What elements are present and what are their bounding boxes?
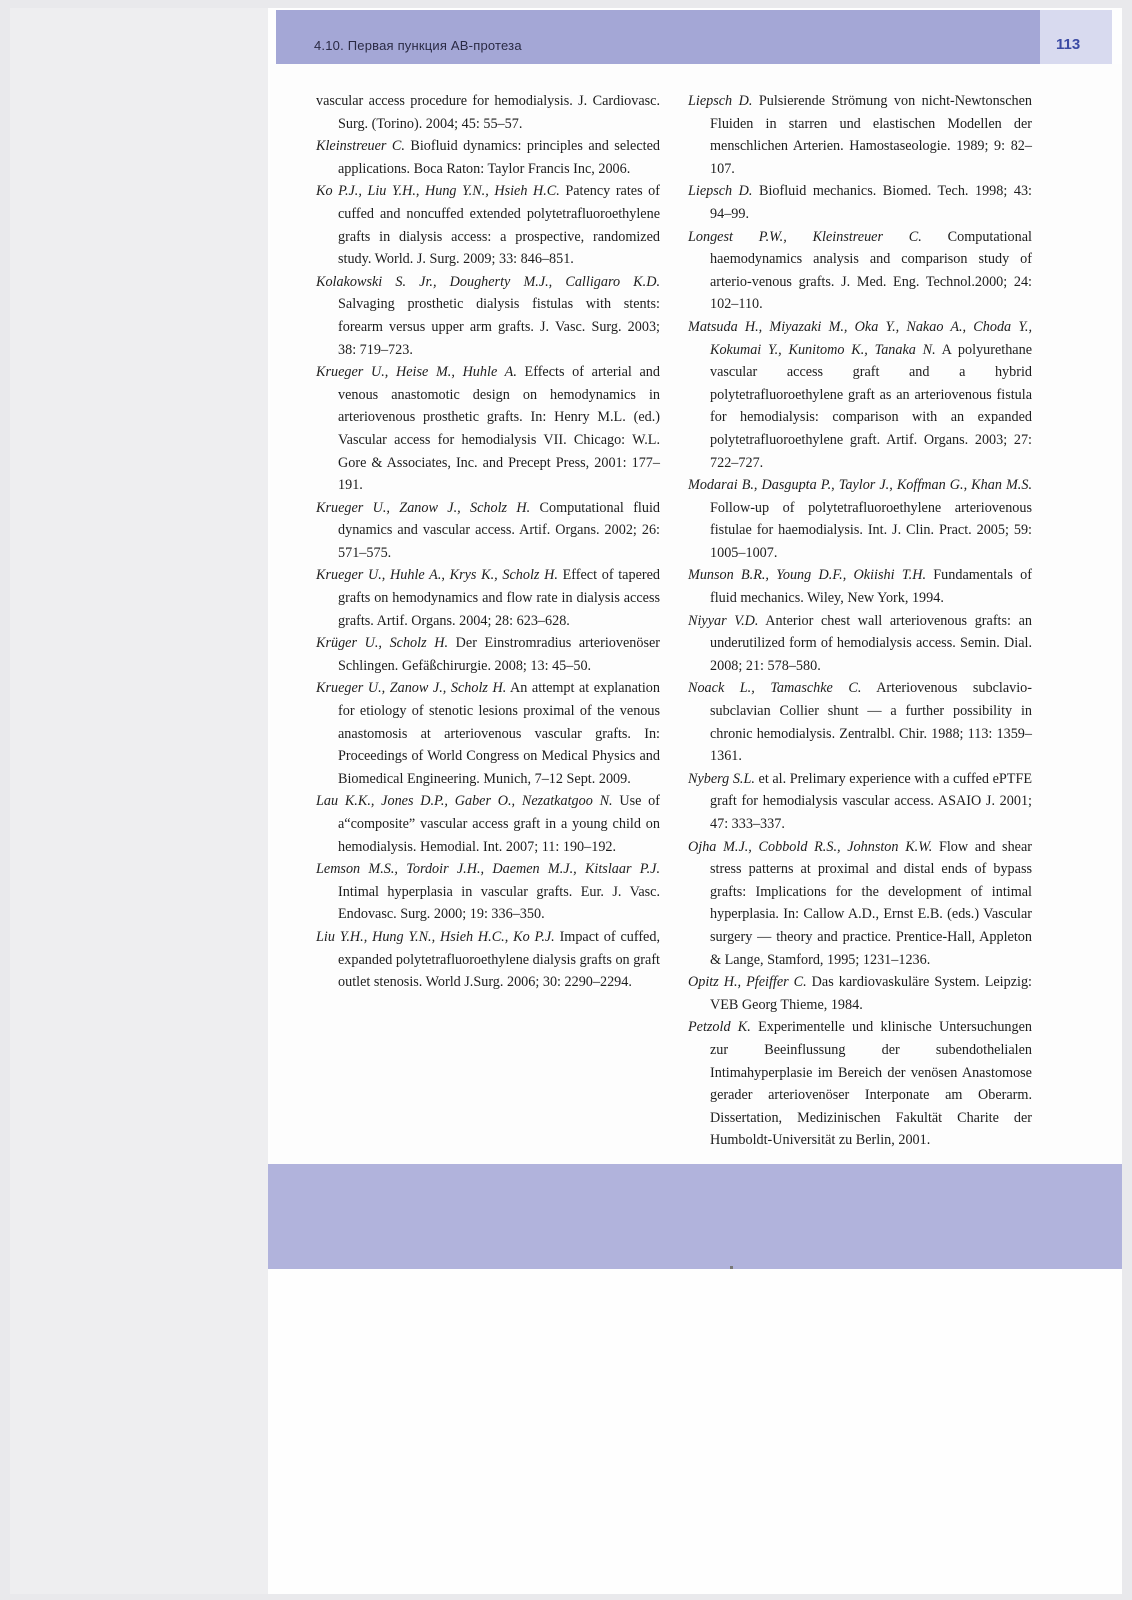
reference-authors: Niyyar V.D.: [688, 612, 759, 629]
reference-authors: Kleinstreuer C.: [316, 138, 405, 155]
content-area: [270, 64, 1122, 1164]
page-number: 113: [1056, 36, 1081, 53]
reference-text: Biofluid mechanics. Biomed. Tech. 1998; 43: 94–99.: [710, 183, 1032, 222]
reference-text: Flow and shear stress patterns at proximal and distal ends of bypass grafts: Implications for the development of intimal hyperplasia. In: Callow A.D., Ernst E.B. (eds.) Vascular surgery — theory and practice. Prentice-Hall, Appleton & Lange, Stamford, 1995; 1231–1236.: [710, 838, 1032, 968]
reference-entry: [316, 90, 660, 135]
reference-authors: Lemson M.S., Tordoir J.H., Daemen M.J., Kitslaar P.J.: [316, 861, 660, 878]
reference-authors: Petzold K.: [688, 1019, 751, 1036]
reference-entry: [316, 361, 660, 497]
reference-text: Arteriovenous subclavio-subclavian Collier shunt — a further possibility in chronic hemodialysis. Zentralbl. Chir. 1988; 113: 1359–1361.: [710, 680, 1032, 765]
reference-text: Computational haemodynamics analysis and comparison study of arterio-venous grafts. J. Med. Eng. Technol.2000; 24: 102–110.: [710, 228, 1032, 313]
reference-entry: [316, 271, 660, 361]
references-right-column: [688, 90, 1032, 1152]
reference-authors: Ko P.J., Liu Y.H., Hung Y.N., Hsieh H.C.: [316, 183, 560, 200]
reference-text: Computational fluid dynamics and vascular access. Artif. Organs. 2002; 26: 571–575.: [338, 499, 660, 561]
reference-entry: [688, 564, 1032, 609]
reference-entry: [316, 790, 660, 858]
reference-authors: Liu Y.H., Hung Y.N., Hsieh H.C., Ko P.J.: [316, 928, 555, 945]
reference-authors: Matsuda H., Miyazaki M., Oka Y., Nakao A., Choda Y., Kokumai Y., Kunitomo K., Tanaka N.: [688, 318, 1032, 358]
reference-entry: [688, 768, 1032, 836]
reference-entry: [688, 226, 1032, 316]
reference-authors: Nyberg S.L.: [688, 770, 755, 787]
reference-entry: [688, 180, 1032, 225]
reference-text: Intimal hyperplasia in vascular grafts. Eur. J. Vasc. Endovasc. Surg. 2000; 19: 336–350.: [338, 883, 660, 923]
reference-authors: Liepsch D.: [688, 93, 753, 109]
reference-text: Experimentelle und klinische Untersuchungen zur Beeinflussung der subendothelialen Intimahyperplasie im Bereich der venösen Anastomose gerader arteriovenöser Interponate am Oberarm. Dissertation, Medizinischen Fakultät Charite der Humboldt-Universität zu Berlin, 2001.: [710, 1019, 1032, 1149]
reference-authors: Ojha M.J., Cobbold R.S., Johnston K.W.: [688, 838, 933, 855]
reference-authors: Lau K.K., Jones D.P., Gaber O., Nezatkatgoo N.: [316, 793, 613, 810]
reference-entry: [688, 610, 1032, 678]
left-margin: [10, 8, 268, 1594]
reference-text: et al. Prelimary experience with a cuffed ePTFE graft for hemodialysis vascular access. ASAIO J. 2001; 47: 333–337.: [710, 770, 1032, 832]
references-left-column: [316, 90, 660, 994]
reference-text: Salvaging prosthetic dialysis fistulas with stents: forearm versus upper arm grafts. J. Vasc. Surg. 2003; 38: 719–723.: [338, 296, 660, 358]
reference-entry: [316, 497, 660, 565]
reference-text: Patency rates of cuffed and noncuffed extended polytetrafluoroethylene grafts in dialysis access: a prospective, randomized study. World. J. Surg. 2009; 33: 846–851.: [338, 183, 660, 268]
reference-entry: [316, 858, 660, 926]
reference-text: Biofluid dynamics: principles and selected applications. Boca Raton: Taylor Francis Inc, 2006.: [338, 138, 660, 177]
reference-entry: [316, 180, 660, 270]
reference-text: Anterior chest wall arteriovenous grafts: an underutilized form of hemodialysis access. Semin. Dial. 2008; 21: 578–580.: [710, 612, 1032, 674]
reference-authors: Krüger U., Scholz H.: [316, 635, 449, 652]
reference-entry: [688, 474, 1032, 564]
reference-text: Der Einstromradius arteriovenöser Schlingen. Gefäßchirurgie. 2008; 13: 45–50.: [338, 635, 660, 674]
footer-band: [268, 1164, 1122, 1269]
reference-text: Use of a“composite” vascular access graft in a young child on hemodialysis. Hemodial. Int. 2007; 11: 190–192.: [338, 793, 660, 855]
reference-authors: Noack L., Tamaschke C.: [688, 680, 862, 697]
reference-text: Impact of cuffed, expanded polytetrafluoroethylene dialysis grafts on graft outlet stenosis. World J.Surg. 2006; 30: 2290–2294.: [338, 928, 660, 991]
reference-authors: Kolakowski S. Jr., Dougherty M.J., Calligaro K.D.: [316, 273, 660, 290]
reference-authors: Modarai B., Dasgupta P., Taylor J., Koffman G., Khan M.S.: [688, 477, 1032, 494]
reference-text: Das kardiovaskuläre System. Leipzig: VEB Georg Thieme, 1984.: [710, 974, 1032, 1013]
reference-authors: Krueger U., Zanow J., Scholz H.: [316, 499, 531, 516]
reference-entry: [316, 926, 660, 994]
section-title: 4.10. Первая пункция АВ-протеза: [314, 38, 522, 53]
reference-text: Fundamentals of fluid mechanics. Wiley, New York, 1994.: [710, 567, 1033, 607]
reference-entry: [688, 836, 1032, 972]
reference-authors: Liepsch D.: [688, 183, 753, 200]
reference-text: An attempt at explanation for etiology of stenotic lesions proximal of the venous anastomosis at arteriovenous vascular grafts. In: Proceedings of World Congress on Medical Physics and Biomedical Engineering. Munich, 7–12 Sept. 2009.: [338, 680, 660, 787]
reference-authors: Krueger U., Heise M., Huhle A.: [316, 364, 517, 381]
reference-entry: [316, 564, 660, 632]
reference-entry: [688, 1016, 1032, 1152]
reference-text: Pulsierende Strömung von nicht-Newtonschen Fluiden in starren und elastischen Modellen der menschlichen Arterien. Hamostaseologie. 1989; 9: 82–107.: [710, 93, 1032, 177]
reference-text: Effects of arterial and venous anastomotic design on hemodynamics in arteriovenous prosthetic grafts. In: Henry M.L. (ed.) Vascular access for hemodialysis VII. Chicago: W.L. Gore & Associates, Inc. and Precept Press, 2001: 177–191.: [338, 364, 660, 494]
reference-text: A polyurethane vascular access graft and a hybrid polytetrafluoroethylene graft as an arteriovenous fistula for hemodialysis: comparison with an expanded polytetrafluoroethylene graft. Artif. Organs. 2003; 27: 722–727.: [710, 341, 1032, 471]
page-number-box: [1040, 10, 1112, 64]
reference-entry: [688, 677, 1032, 767]
reference-entry: [688, 90, 1032, 180]
reference-entry: [316, 632, 660, 677]
reference-authors: Opitz H., Pfeiffer C.: [688, 974, 807, 991]
reference-entry: [688, 316, 1032, 474]
header-band: [276, 10, 1112, 64]
scan-artifact-dot: [730, 1266, 733, 1269]
reference-authors: Munson B.R., Young D.F., Okiishi T.H.: [688, 567, 926, 584]
reference-text: Follow-up of polytetrafluoroethylene arteriovenous fistulae for haemodialysis. Int. J. Clin. Pract. 2005; 59: 1005–1007.: [710, 499, 1032, 561]
reference-authors: Longest P.W., Kleinstreuer C.: [688, 228, 922, 245]
reference-entry: [316, 135, 660, 180]
reference-authors: Krueger U., Huhle A., Krys K., Scholz H.: [316, 567, 558, 584]
reference-authors: Krueger U., Zanow J., Scholz H.: [316, 680, 507, 697]
reference-text: vascular access procedure for hemodialysis. J. Cardiovasc. Surg. (Torino). 2004; 45: 55–57.: [316, 93, 660, 132]
reference-entry: [688, 971, 1032, 1016]
reference-entry: [316, 677, 660, 790]
reference-text: Effect of tapered grafts on hemodynamics and flow rate in dialysis access grafts. Artif. Organs. 2004; 28: 623–628.: [338, 567, 660, 629]
